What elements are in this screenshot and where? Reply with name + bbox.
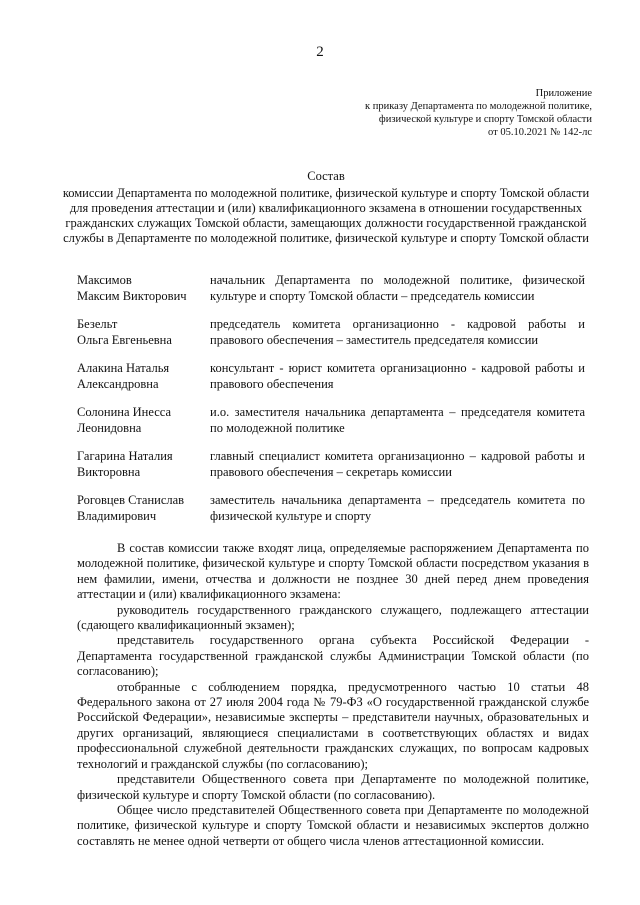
member-surname: Безельт — [77, 317, 118, 331]
body-text — [77, 541, 589, 849]
annex-date-number: от 05.10.2021 № 142-лс — [488, 127, 592, 138]
member-name — [77, 361, 210, 392]
paragraph-state-representative: представитель государственного органа субъекта Российской Федерации - Департамента государственной гражданской службы Администрации Томской области (по согласованию); — [77, 633, 589, 679]
title-block — [60, 169, 592, 246]
document-title: Состав — [307, 169, 345, 183]
member-given-names: Викторовна — [77, 464, 141, 479]
member-name — [77, 273, 210, 304]
member-role: консультант - юрист комитета организационно - кадровой работы и правового обеспечения — [210, 361, 585, 391]
member-role: и.о. заместителя начальника департамента – председателя комитета по молодежной политике — [210, 405, 585, 435]
member-surname: Роговцев Станислав — [77, 493, 185, 507]
member-role: заместитель начальника департамента – председатель комитета по физической культуре и спорту — [210, 493, 585, 523]
member-given-names: Александровна — [77, 376, 159, 391]
member-surname: Алакина Наталья — [77, 361, 170, 375]
member-row — [77, 273, 585, 304]
member-name — [77, 493, 210, 524]
annex-order-ref: к приказу Департамента по молодежной политике, — [365, 101, 592, 112]
member-row — [77, 317, 585, 348]
paragraph-quota: Общее число представителей Общественного совета при Департаменте по молодежной политике, физической культуре и спорту Томской области и независимых экспертов должно составлять не менее одной четверти от общего числа членов аттестационной комиссии. — [77, 802, 589, 848]
paragraph-supervisor: руководитель государственного гражданского служащего, подлежащего аттестации (сдающего квалификационный экзамен); — [77, 602, 589, 633]
member-given-names: Владимирович — [77, 508, 157, 523]
member-role: начальник Департамента по молодежной политике, физической культуре и спорту Томской области – председатель комиссии — [210, 273, 585, 303]
paragraph-public-council: представители Общественного совета при Департаменте по молодежной политике, физической культуре и спорту Томской области (по согласованию). — [77, 772, 589, 802]
page-number: 2 — [316, 44, 324, 60]
member-row — [77, 405, 585, 436]
member-row — [77, 493, 585, 524]
member-given-names: Максим Викторович — [77, 288, 187, 303]
member-surname: Максимов — [77, 273, 132, 287]
member-given-names: Ольга Евгеньевна — [77, 332, 172, 347]
annex-department: физической культуре и спорту Томской области — [378, 114, 592, 125]
annex-label: Приложение — [535, 88, 592, 99]
member-surname: Солонина Инесса — [77, 405, 172, 419]
member-role: главный специалист комитета организационно – кадровой работы и правового обеспечения – секретарь комиссии — [210, 449, 585, 479]
paragraph-intro: В состав комиссии также входят лица, определяемые распоряжением Департамента по молодежной политике, физической культуре и спорту Томской области посредством указания в нем фамилии, имени, отчества и должности не позднее 30 дней перед днем проведения аттестации и (или) квалификационного экзамена: — [77, 541, 589, 602]
member-row — [77, 361, 585, 392]
annex-block — [292, 87, 592, 139]
commission-member-list — [77, 273, 585, 537]
member-name — [77, 405, 210, 436]
member-surname: Гагарина Наталия — [77, 449, 173, 463]
member-name — [77, 317, 210, 348]
member-role: председатель комитета организационно - кадровой работы и правового обеспечения – заместитель председателя комиссии — [210, 317, 585, 347]
document-subtitle: комиссии Департамента по молодежной политике, физической культуре и спорту Томской области для проведения аттестации и (или) квалификационного экзамена в отношении государственных гражданских служащих Томской области, замещающих должности государственной гражданской службы в Департаменте по молодежной политике, физической культуре и спорту Томской области — [62, 186, 590, 245]
member-given-names: Леонидовна — [77, 420, 142, 435]
member-row — [77, 449, 585, 480]
paragraph-independent-experts: отобранные с соблюдением порядка, предусмотренного частью 10 статьи 48 Федерального закона от 27 июля 2004 года № 79-ФЗ «О государственной гражданской службе Российской Федерации», независимые эксперты – представители научных, образовательных и других организаций, являющиеся специалистами в соответствующих областях и видах профессиональной служебной деятельности гражданских служащих, по вопросам кадровых технологий и гражданской службы (по согласованию); — [77, 679, 589, 771]
member-name — [77, 449, 210, 480]
